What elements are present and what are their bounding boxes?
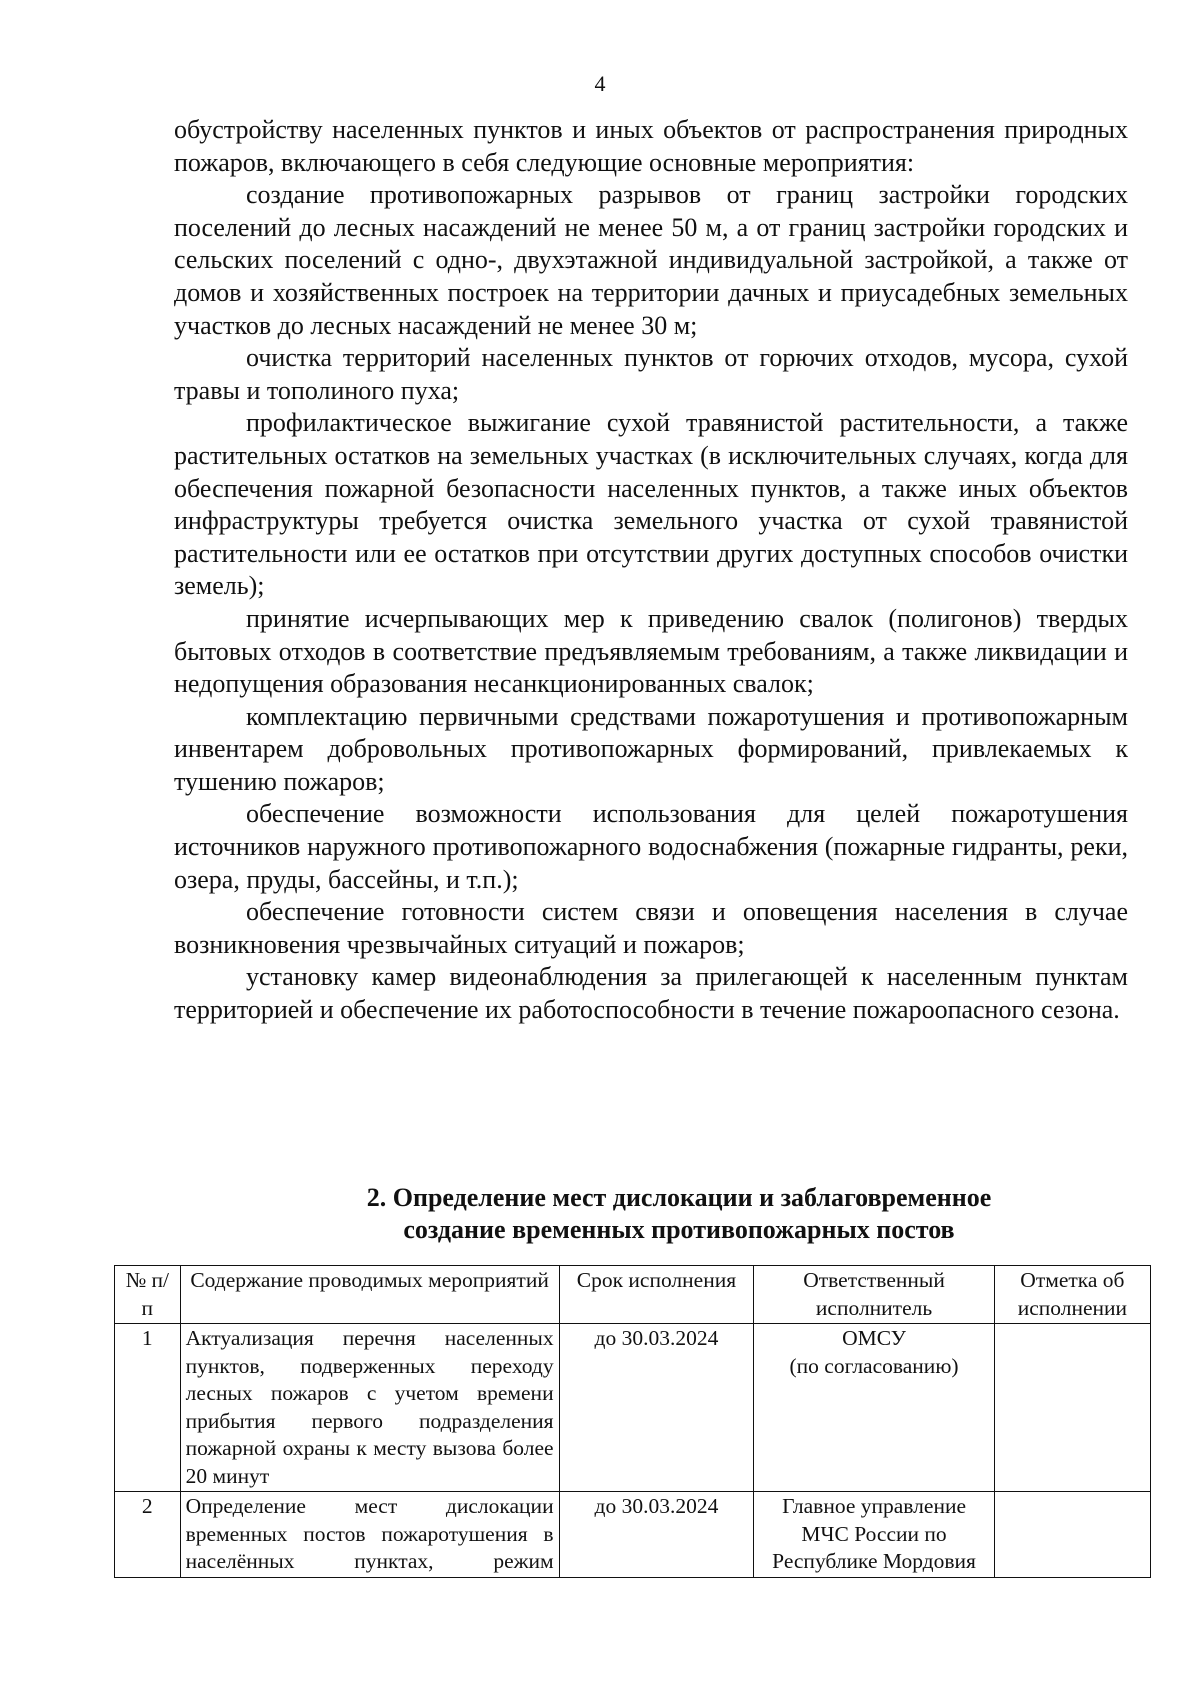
paragraph-equipment: комплектацию первичными средствами пожаротушения и противопожарным инвентарем добровольных противопожарных формирований, привлекаемых к тушению пожаров; (174, 701, 1128, 796)
body-text (174, 114, 1128, 1027)
responsible-name: ОМСУ (842, 1326, 906, 1350)
row-responsible (754, 1324, 995, 1492)
table-row (115, 1492, 1151, 1578)
header-number: № п/п (115, 1266, 181, 1324)
header-responsible: Ответственный исполнитель (754, 1266, 995, 1324)
row-content: Актуализация перечня населенных пунктов, подверженных переходу лесных пожаров с учетом времени прибытия первого подразделения пожарной охраны к месту вызова более 20 минут (180, 1324, 559, 1492)
row-mark (994, 1324, 1150, 1492)
header-deadline: Срок исполнения (559, 1266, 754, 1324)
row-deadline: до 30.03.2024 (559, 1492, 754, 1578)
measures-table (114, 1265, 1151, 1578)
row-number: 2 (115, 1492, 181, 1578)
paragraph-preventive-burning: профилактическое выжигание сухой травянистой растительности, а также растительных остатков на земельных участках (в исключительных случаях, когда для обеспечения пожарной безопасности населенных пунктов, а также иных объектов инфраструктуры требуется очистка земельного участка от сухой травянистой растительности или ее остатков при отсутствии других доступных способов очистки земель); (174, 408, 1128, 601)
table-row (115, 1324, 1151, 1492)
section-title-line-1: 2. Определение мест дислокации и заблаговременное (366, 1183, 992, 1212)
row-number: 1 (115, 1324, 181, 1492)
paragraph-communication: обеспечение готовности систем связи и оповещения населения в случае возникновения чрезвычайных ситуаций и пожаров; (174, 897, 1128, 959)
paragraph-water-supply: обеспечение возможности использования для целей пожаротушения источников наружного противопожарного водоснабжения (пожарные гидранты, реки, озера, пруды, бассейны, и т.п.); (174, 799, 1128, 894)
section-title-line-2: создание временных противопожарных постов (403, 1215, 955, 1244)
paragraph-landfills: принятие исчерпывающих мер к приведению свалок (полигонов) твердых бытовых отходов в соответствие предъявляемым требованиям, а также ликвидации и недопущения образования несанкционированных свалок; (174, 603, 1128, 699)
header-content: Содержание проводимых мероприятий (180, 1266, 559, 1324)
table-header-row (115, 1266, 1151, 1324)
row-responsible (754, 1492, 995, 1578)
paragraph-video-cameras: установку камер видеонаблюдения за прилегающей к населенным пунктам территорией и обеспечение их работоспособности в течение пожароопасного сезона. (174, 962, 1128, 1025)
row-content: Определение мест дислокации временных постов пожаротушения в населённых пунктах, режим (180, 1492, 559, 1578)
responsible-name: Главное управление МЧС России по Республике Мордовия (772, 1494, 976, 1573)
paragraph-territory-cleaning: очистка территорий населенных пунктов от горючих отходов, мусора, сухой травы и тополиного пуха; (174, 343, 1128, 405)
page-number: 4 (594, 71, 606, 96)
row-deadline: до 30.03.2024 (559, 1324, 754, 1492)
paragraph-continuation: обустройству населенных пунктов и иных объектов от распространения природных пожаров, включающего в себя следующие основные мероприятия: (174, 115, 1128, 177)
header-mark: Отметка об исполнении (994, 1266, 1150, 1324)
row-mark (994, 1492, 1150, 1578)
paragraph-firebreaks: создание противопожарных разрывов от границ застройки городских поселений до лесных насаждений не менее 50 м, а от границ застройки городских и сельских поселений с одно-, двухэтажной индивидуальной застройкой, а также от домов и хозяйственных построек на территории дачных и приусадебных земельных участков до лесных насаждений не менее 30 м; (174, 180, 1128, 340)
responsible-note: (по согласованию) (789, 1353, 959, 1378)
section-title (174, 1182, 1184, 1246)
